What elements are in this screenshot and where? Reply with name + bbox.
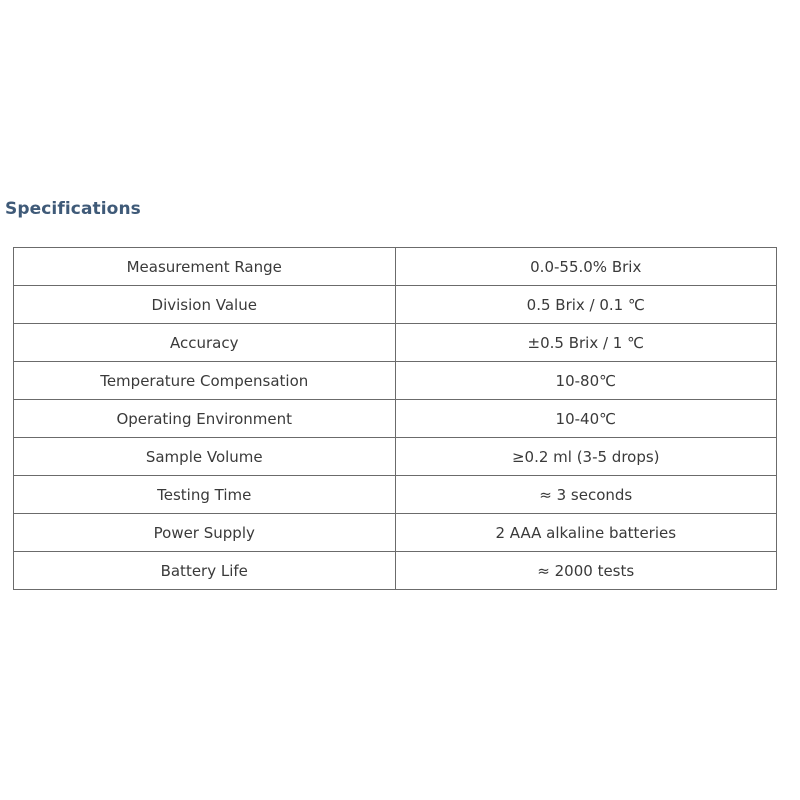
- spec-value: ≥0.2 ml (3-5 drops): [395, 438, 777, 476]
- table-row: [14, 324, 777, 362]
- spec-value: ≈ 3 seconds: [395, 476, 777, 514]
- spec-value: ≈ 2000 tests: [395, 552, 777, 590]
- spec-value: 2 AAA alkaline batteries: [395, 514, 777, 552]
- spec-label: Division Value: [14, 286, 396, 324]
- spec-value: 10-80℃: [395, 362, 777, 400]
- specifications-table: [13, 247, 777, 590]
- spec-label: Accuracy: [14, 324, 396, 362]
- table-row: [14, 514, 777, 552]
- spec-label: Measurement Range: [14, 248, 396, 286]
- spec-label: Sample Volume: [14, 438, 396, 476]
- spec-label: Operating Environment: [14, 400, 396, 438]
- table-row: [14, 476, 777, 514]
- spec-value: 0.5 Brix / 0.1 ℃: [395, 286, 777, 324]
- table-row: [14, 438, 777, 476]
- table-row: [14, 286, 777, 324]
- spec-value: 10-40℃: [395, 400, 777, 438]
- spec-label: Power Supply: [14, 514, 396, 552]
- table-row: [14, 362, 777, 400]
- spec-label: Testing Time: [14, 476, 396, 514]
- table-row: [14, 400, 777, 438]
- table-row: [14, 552, 777, 590]
- spec-value: ±0.5 Brix / 1 ℃: [395, 324, 777, 362]
- section-title: Specifications: [5, 199, 141, 219]
- table-row: [14, 248, 777, 286]
- spec-label: Battery Life: [14, 552, 396, 590]
- spec-label: Temperature Compensation: [14, 362, 396, 400]
- spec-value: 0.0-55.0% Brix: [395, 248, 777, 286]
